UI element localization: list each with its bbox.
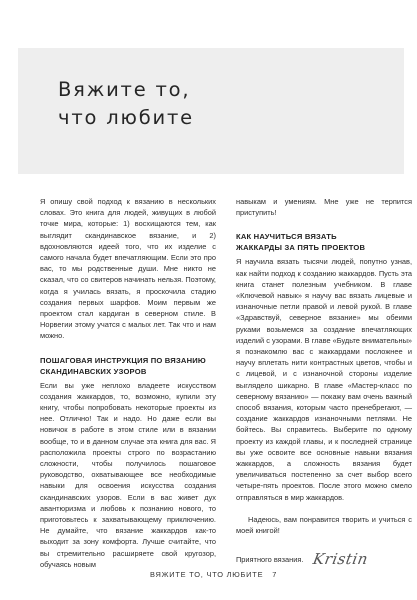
intro-paragraph: Я опишу свой подход к вязанию в нескольких словах. Это книга для людей, живущих в любой точке мира, которые: 1) восхищаются тем, как выглядит скандинавское вязание, и 2) вдохновляются идеей того, что их изделие с самого начала будет впечатляющим. Если это про вас, то мы родственные души. Мне никто не сказал, что со свитеров начинать нельзя. Поэтому, когда я училась вязать, я проскочила стадию создания первых шарфов. Моим первым же проектом стал кардиган в северном стиле. В Норвегии этому учатся с малых лет. Так что и нам можно. [40, 197, 216, 341]
footer-title: ВЯЖИТЕ ТО, ЧТО ЛЮБИТЕ [150, 570, 264, 579]
author-signature: Kristin [311, 550, 370, 569]
page-number: 7 [272, 570, 277, 579]
page-title-line-2: что любите [58, 106, 194, 129]
section-heading-line-2: СКАНДИНАВСКИХ УЗОРОВ [40, 366, 147, 376]
section-heading-line-2: ЖАККАРДЫ ЗА ПЯТЬ ПРОЕКТОВ [236, 243, 366, 253]
signature-line [236, 550, 412, 569]
continuation-paragraph: навыкам и умениям. Мне уже не терпится приступить! [236, 197, 412, 218]
left-column [40, 196, 216, 570]
page-title [58, 76, 194, 132]
page-title-line-1: Вяжите то, [58, 78, 191, 101]
section-heading-step-by-step [40, 355, 216, 377]
step-by-step-paragraph: Если вы уже неплохо владеете искусством создания жаккардов, то, возможно, купили эту книгу, чтобы попробовать некоторые проекты из нее. Отлично! Так и надо. Но даже если вы новичок в работе в этом стиле или в вязании вообще, то и в данном случае эта книга для вас. Я расположила проекты строго по возрастанию сложности, чтобы получилось пошаговое руководство, охватывающее все необходимые навыки для освоения искусства создания скандинавских узоров. Если в вас живет дух авантюризма и любовь к познанию нового, то приготовьтесь к захватывающему приключению. Не думайте, что вязание жаккардов как-то выходит за зону комфорта. Лучше считайте, что вы стремительно расширяете свой кругозор, обучаясь новым [40, 380, 216, 569]
section-heading-line-1: КАК НАУЧИТЬСЯ ВЯЗАТЬ [236, 232, 337, 242]
closing-paragraph: Надеюсь, вам понравится творить и учиться с моей книгой! [236, 514, 412, 536]
right-column [236, 196, 412, 569]
sign-off-text: Приятного вязания. [236, 555, 304, 565]
section-heading-five-projects [236, 231, 412, 253]
section-heading-line-1: ПОШАГОВАЯ ИНСТРУКЦИЯ ПО ВЯЗАНИЮ [40, 355, 206, 365]
title-banner [18, 48, 404, 174]
page-footer [150, 570, 276, 579]
five-projects-paragraph: Я научила вязать тысячи людей, попутно узнав, как найти подход к созданию жаккардов. Пусть эта книга станет полезным учебником. В главе «Ключевой навык» я научу вас вязать лицевые и изнаночные петли правой и левой рукой. В главе «Здравствуй, северное вязание» мы обеими руками возьмемся за создание впечатляющих изделий с узорами. В главе «Будьте внимательны» я познакомлю вас с жаккардами посложнее и научу вплетать нити контрастных цветов, чтобы и с лицевой, и с изнаночной стороны изделие выглядело шикарно. В главе «Мастер-класс по северному вязанию» — покажу вам очень важный способ вязания, которым часто пренебрегают, — создание жаккардов изнаночными петлями. Не бойтесь. Вы справитесь. Выберите по одному проекту из каждой главы, и к последней странице вы уже освоите все основные навыки вязания жаккардов, а сложность вязания будет увеличиваться постепенно за счет выбор всего четыре-пять проектов. После этого можно смело отправляться в мир жаккардов. [236, 257, 412, 502]
